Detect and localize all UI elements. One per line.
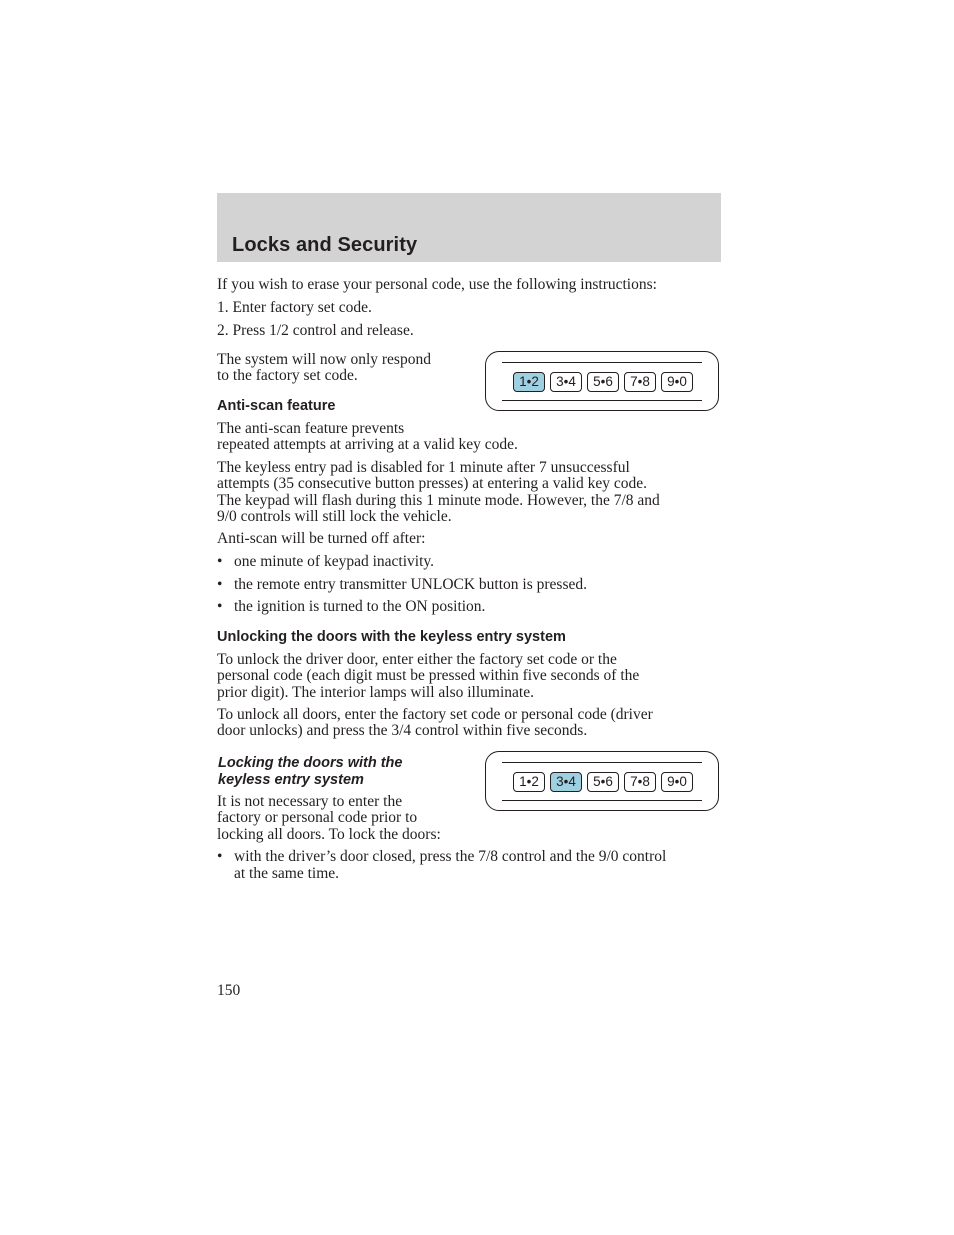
intro-text: If you wish to erase your personal code, use the following instructions: [217,276,657,293]
unlocking-p2-line2: door unlocks) and press the 3/4 control within five seconds. [217,722,588,739]
antiscan-heading: Anti-scan feature [217,398,336,414]
step-1: 1. Enter factory set code. [217,299,372,316]
list-item [217,576,587,594]
step-2: 2. Press 1/2 control and release. [217,322,414,339]
locking-p1-line2: factory or personal code prior to [217,809,418,826]
antiscan-p2-line1: The keyless entry pad is disabled for 1 minute after 7 unsuccessful [217,459,630,476]
locking-heading-line1: Locking the doors with the [218,755,403,771]
unlocking-p2-line1: To unlock all doors, enter the factory set code or personal code (driver [217,706,653,723]
antiscan-p2-line2: attempts (35 consecutive button presses) at entering a valid key code. [217,475,647,492]
list-item-text: the ignition is turned to the ON position. [234,598,486,615]
antiscan-p2-line3: The keypad will flash during this 1 minute mode. However, the 7/8 and [217,492,660,509]
unlocking-heading: Unlocking the doors with the keyless entry system [217,629,566,645]
keypad-key-3-4: 3•4 [550,372,582,392]
antiscan-p2-line4: 9/0 controls will still lock the vehicle. [217,508,452,525]
keypad-bottom-line [502,400,702,401]
keypad-keys [513,372,693,392]
unlocking-p1-line2: personal code (each digit must be pressed within five seconds of the [217,667,640,684]
keypad-illustration-1 [485,351,719,411]
locking-p1-line1: It is not necessary to enter the [217,793,403,810]
keypad-key-1-2: 1•2 [513,372,545,392]
keypad-key-9-0: 9•0 [661,772,693,792]
respond-line-2: to the factory set code. [217,367,358,384]
keypad-top-line [502,762,702,763]
respond-line-1: The system will now only respond [217,351,431,368]
list-item [217,848,667,866]
bullet-icon: • [217,576,223,593]
page-number: 150 [217,982,241,999]
list-item [217,598,486,616]
keypad-key-5-6: 5•6 [587,772,619,792]
section-header [217,193,721,262]
list-item-text-cont: at the same time. [234,865,340,882]
keypad-keys [513,772,693,792]
keypad-key-7-8: 7•8 [624,372,656,392]
list-item-text: one minute of keypad inactivity. [234,553,435,570]
bullet-icon: • [217,553,223,570]
list-item-text: the remote entry transmitter UNLOCK button is pressed. [234,576,587,593]
bullet-icon: • [217,598,223,615]
unlocking-p1-line1: To unlock the driver door, enter either the factory set code or the [217,651,617,668]
bullet-icon: • [217,848,223,865]
section-title: Locks and Security [232,234,418,256]
keypad-key-5-6: 5•6 [587,372,619,392]
antiscan-p1-line2: repeated attempts at arriving at a valid key code. [217,436,518,453]
unlocking-p1-line3: prior digit). The interior lamps will also illuminate. [217,684,534,701]
keypad-key-3-4: 3•4 [550,772,582,792]
keypad-top-line [502,362,702,363]
list-item-text: with the driver’s door closed, press the 7/8 control and the 9/0 control [234,848,667,865]
keypad-key-9-0: 9•0 [661,372,693,392]
list-item [217,553,435,571]
keypad-bottom-line [502,800,702,801]
locking-p1-line3: locking all doors. To lock the doors: [217,826,441,843]
antiscan-p1-line1: The anti-scan feature prevents [217,420,405,437]
keypad-key-7-8: 7•8 [624,772,656,792]
keypad-key-1-2: 1•2 [513,772,545,792]
keypad-illustration-2 [485,751,719,811]
antiscan-p3: Anti-scan will be turned off after: [217,530,426,547]
locking-heading-line2: keyless entry system [218,772,364,788]
